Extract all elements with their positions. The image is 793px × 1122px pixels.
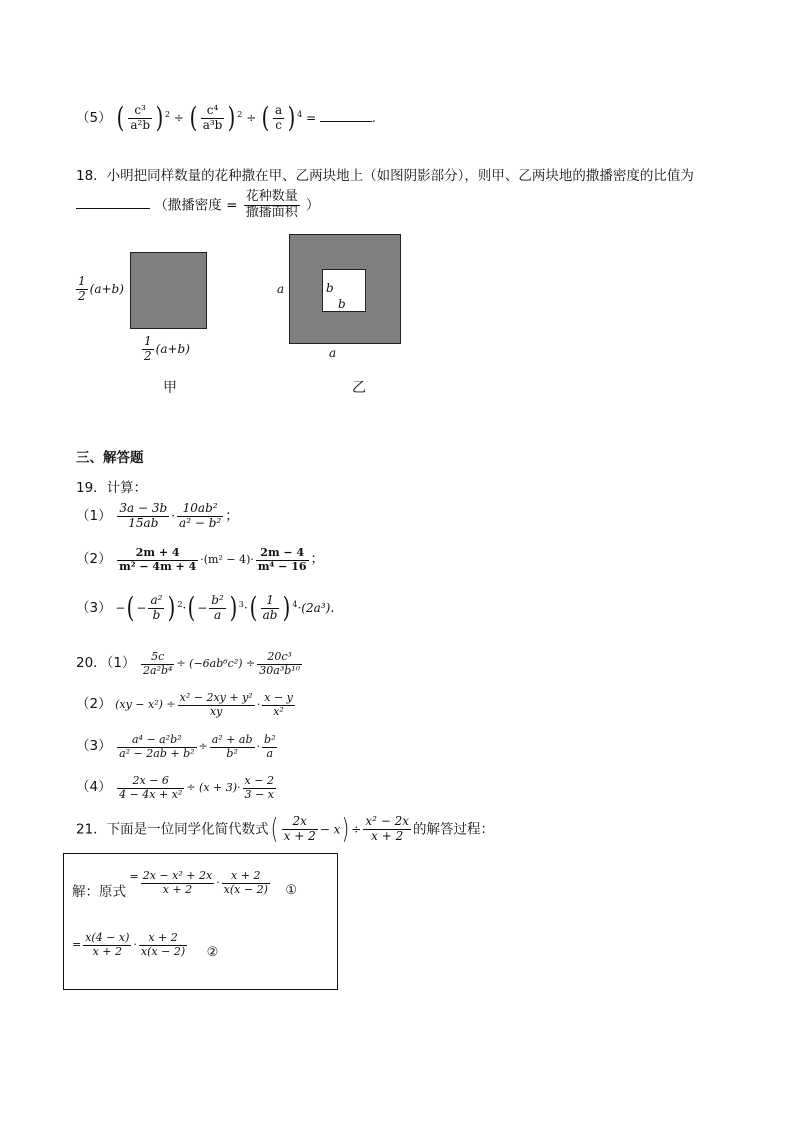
q20-part3: （3） $\frac{\text{a⁴ − a²b²}}{\text{a² − 2ab + b²}}$ ÷ $\frac{\text{a² + ab}}{\text{b²}}$ · $\frac{\text{b²}}{a}$ <box>76 733 276 760</box>
yi-outer-left-label: a <box>277 282 285 296</box>
q18-text-line1: 18．小明把同样数量的花种撒在甲、乙两块地上（如图阴影部分），则甲、乙两块地的撒播密度的比值为 <box>76 168 694 184</box>
q20-part2: （2） (xy − x²) ÷ $\frac{\text{x² − 2xy + y²}}{xy}$ · $\frac{x - y}{\text{x²}}$ <box>76 691 293 718</box>
q19-title: 19．计算： <box>76 480 148 496</box>
q19-part2: （2） $\frac{2m + 4}{\text{m² − 4m + 4}}$ ·(m² − 4)· $\frac{2m - 4}{\text{m⁴ − 16}}$ ； <box>76 546 325 573</box>
jia-side-label: $\frac{1}{2}$ (a+b) <box>78 274 124 303</box>
q17-part5: （5） ( $\frac{\text{c³}}{\text{a²b}}$ ) $^2$ ÷ ( $\frac{\text{c⁴}}{\text{a³b}}$ ) $^2$ ÷ ( $\frac{a}{c}$ ) $^4$ = . <box>76 101 376 135</box>
section-title: 三、解答题 <box>76 450 144 466</box>
field-jia-shaded-square <box>130 252 207 329</box>
q17-5-frac3: $\frac{a}{c}$ <box>275 103 283 132</box>
q17-5-frac2: $\frac{\text{c⁴}}{\text{a³b}}$ <box>202 103 223 132</box>
q20-part1: 20．（1） $\frac{5c}{\text{2a²b⁴}}$ ÷ (−6ab⁶c²) ÷ $\frac{\text{20c³}}{\text{30a³b¹⁰}}$ <box>76 650 301 677</box>
yi-caption: 乙 <box>352 380 366 396</box>
yi-inner-bottom-label: b <box>338 297 346 311</box>
q21-statement: 21．下面是一位同学化简代数式( $\frac{2x}{x + 2}$ − x) ÷ $\frac{\text{x² − 2x}}{x + 2}$ 的解答过程： <box>76 812 495 846</box>
solution-step1: 解：原式 = $\frac{\text{2x − x² + 2x}}{x + 2}$ · $\frac{x + 2}{x(x - 2)}$ ① <box>72 869 298 901</box>
step-marker-1: ① <box>285 883 298 899</box>
density-fraction: $\frac{\text{花种数量}}{\text{撒播面积}}$ <box>245 189 298 220</box>
q17-5-frac1: $\frac{\text{c³}}{\text{a²b}}$ <box>130 103 151 132</box>
q19-part3: （3） −( − $\frac{\text{a²}}{b}$ ) $^2$·( − $\frac{\text{b²}}{a}$ ) $^3$·( $\frac{1}{ab}$ ) $^4$·(2a³). <box>76 591 335 625</box>
step-marker-2: ② <box>206 945 219 961</box>
solution-step2: = $\frac{x(4 - x)}{x + 2}$ · $\frac{x + 2}{x(x - 2)}$ ② <box>72 931 219 961</box>
q17-5-label: （5） <box>76 109 112 126</box>
yi-outer-bottom-label: a <box>329 346 337 360</box>
answer-blank-q17-5[interactable] <box>320 121 372 122</box>
jia-bottom-label: $\frac{1}{2}$ (a+b) <box>144 334 190 363</box>
q20-part4: （4） $\frac{2x - 6}{\text{4 − 4x + x²}}$ ÷ (x + 3)· $\frac{x - 2}{3 - x}$ <box>76 774 274 801</box>
yi-inner-left-label: b <box>326 281 334 295</box>
jia-caption: 甲 <box>163 380 177 396</box>
answer-blank-q18[interactable] <box>76 208 150 209</box>
q18-line2: （撒播密度 = $\frac{\text{花种数量}}{\text{撒播面积}}$ ） <box>76 190 320 221</box>
q19-part1: （1） $\frac{3a - 3b}{15ab}$ · $\frac{\text{10ab²}}{\text{a² − b²}}$ ； <box>76 501 239 530</box>
